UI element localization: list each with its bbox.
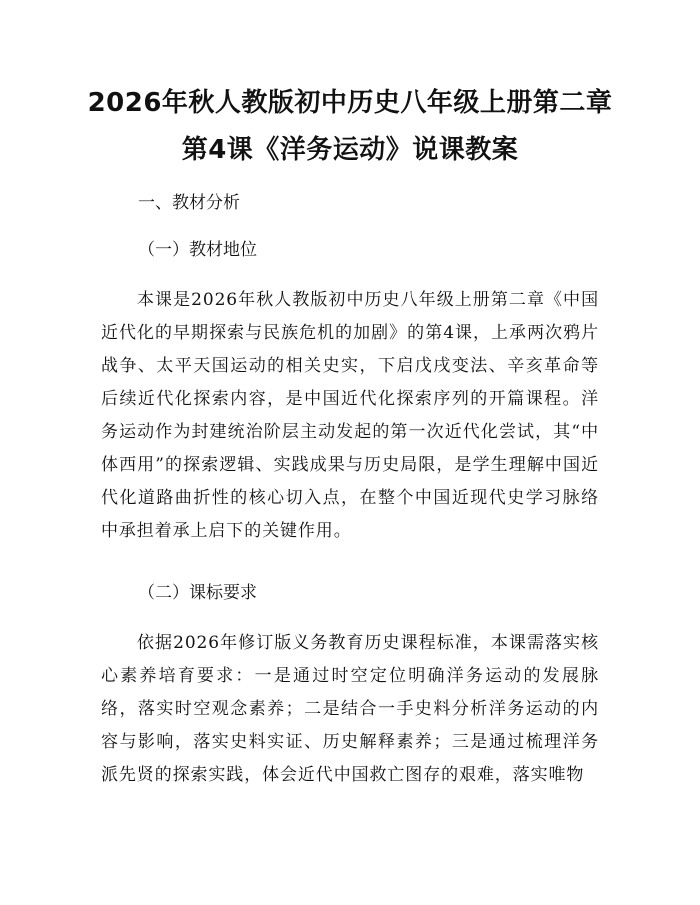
subsection-heading-textbook-position: （一）教材地位 xyxy=(138,240,257,260)
subsection-heading-curriculum-requirements: （二）课标要求 xyxy=(138,583,257,603)
document-title-line-2: 第4课《洋务运动》说课教案 xyxy=(181,135,519,165)
section-heading-textbook-analysis: 一、教材分析 xyxy=(138,193,240,213)
paragraph-textbook-position: 本课是2026年秋人教版初中历史八年级上册第二章《中国近代化的早期探索与民族危机的加剧》的第4课，上承两次鸦片战争、太平天国运动的相关史实，下启戊戌变法、辛亥革命等后续近代化探索内容，是中国近代化探索序列的开篇课程。洋务运动作为封建统治阶层主动发起的第一次近代化尝试，其“中体西用”的探索逻辑、实践成果与历史局限，是学生理解中国近代化道路曲折性的核心切入点，在整个中国近现代史学习脉络中承担着承上启下的关键作用。 xyxy=(101,290,599,541)
paragraph-curriculum-requirements: 依据2026年修订版义务教育历史课程标准，本课需落实核心素养培育要求：一是通过时空定位明确洋务运动的发展脉络，落实时空观念素养；二是结合一手史料分析洋务运动的内容与影响，落实史料实证、历史解释素养；三是通过梳理洋务派先贤的探索实践，体会近代中国救亡图存的艰难，落实唯物 xyxy=(101,633,599,785)
document-title-line-1: 2026年秋人教版初中历史八年级上册第二章 xyxy=(87,88,613,118)
